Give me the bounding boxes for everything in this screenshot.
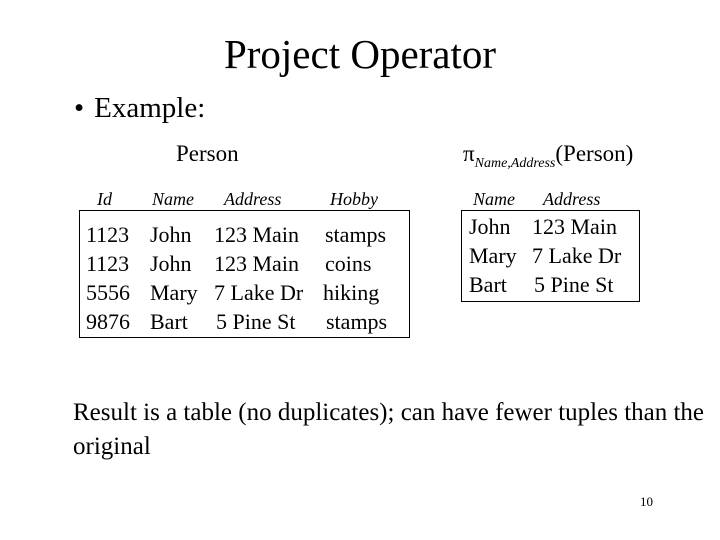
left-col-header-id: Id	[97, 189, 112, 209]
table-cell: John	[150, 251, 192, 276]
table-cell: 123 Main	[214, 222, 299, 247]
table-cell: John	[469, 214, 511, 239]
table-cell: 7 Lake Dr	[214, 280, 304, 305]
table-cell: 123 Main	[214, 251, 299, 276]
table-cell: Mary	[469, 243, 517, 268]
pi-subscript: Name,Address	[474, 156, 556, 171]
pi-argument: (Person)	[555, 141, 634, 166]
table-cell: 1123	[86, 251, 130, 276]
table-cell: 123 Main	[532, 214, 617, 239]
table-cell: hiking	[323, 280, 380, 305]
page-number: 10	[640, 494, 653, 509]
table-cell: 5 Pine St	[216, 309, 296, 334]
person-table-caption: Person	[176, 141, 239, 166]
left-col-header-name: Name	[152, 189, 194, 209]
slide-title: Project Operator	[223, 31, 497, 77]
left-col-header-hobby: Hobby	[330, 189, 378, 209]
bullet-marker: •	[74, 92, 85, 124]
projection-table	[461, 210, 640, 302]
table-cell: 1123	[86, 222, 130, 247]
table-cell: 7 Lake Dr	[532, 243, 622, 268]
table-cell: coins	[325, 251, 372, 276]
projection-expression	[463, 140, 633, 172]
right-col-header-address: Address	[543, 189, 601, 209]
table-cell: Mary	[150, 280, 198, 305]
table-cell: 9876	[86, 309, 130, 334]
table-cell: Bart	[150, 309, 188, 334]
table-cell: John	[150, 222, 192, 247]
pi-symbol: π	[463, 141, 475, 166]
right-col-header-name: Name	[473, 189, 515, 209]
table-cell: stamps	[326, 309, 388, 334]
result-note: Result is a table (no duplicates); can have fewer tuples than the original	[73, 399, 705, 460]
bullet-text: Example:	[94, 92, 206, 124]
table-cell: stamps	[325, 222, 387, 247]
bullet-example	[74, 90, 205, 126]
left-col-header-address: Address	[224, 189, 282, 209]
table-cell: Bart	[469, 272, 507, 297]
table-cell: 5 Pine St	[534, 272, 614, 297]
person-table	[79, 210, 410, 338]
table-cell: 5556	[86, 280, 130, 305]
